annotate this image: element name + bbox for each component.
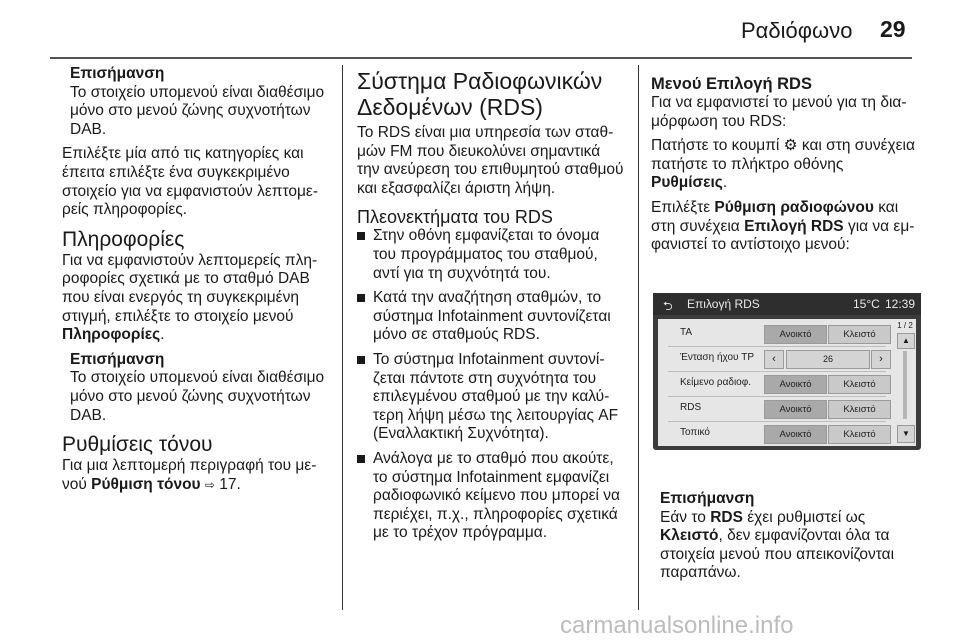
page-reference: 17.: [219, 475, 241, 493]
temperature: 15°C: [853, 297, 880, 311]
config-button-icon: ⚙: [783, 137, 798, 155]
menu-paragraph: Για να εμφανιστεί το μενού για τη διαμόρφωση του RDS:: [651, 94, 907, 130]
option-row-regional: Τοπικό Ανοικτό Κλειστό: [658, 423, 890, 444]
settings-key: Ρυθμίσεις: [651, 174, 723, 192]
clock: 12:39: [885, 297, 916, 311]
page-indicator: 1 / 2: [897, 321, 913, 330]
page-number: 29: [880, 16, 906, 42]
column-divider: [638, 65, 639, 610]
note-heading: Επισήμανση: [660, 490, 755, 507]
note-text: Το στοιχείο υπομενού είναι διαθέσιμο μόνο στο μενού ζώνης συχνοτήτων DAB.: [70, 369, 325, 424]
option-row-rds: RDS Ανοικτό Κλειστό: [658, 398, 890, 419]
note-text: Το στοιχείο υπομενού είναι διαθέσιμο μόνο στο μενού ζώνης συχνοτήτων DAB.: [70, 83, 325, 138]
paragraph: Επιλέξτε μία από τις κατηγορίες και έπειτα επιλέξτε ένα συγκεκριμένο στοιχείο για να εμφανιστούν λεπτομερείς πληροφορίες.: [62, 145, 318, 219]
section-heading-rds: Σύστημα Ραδιοφωνικών Δεδομένων (RDS): [357, 68, 603, 120]
off-button[interactable]: Κλειστό: [828, 375, 891, 394]
on-button[interactable]: Ανοικτό: [764, 400, 827, 419]
section-heading-tone: Ρυθμίσεις τόνου: [62, 433, 213, 457]
advantages-list: [357, 227, 625, 543]
scroll-track[interactable]: [903, 351, 907, 419]
tone-menu-item: Ρύθμιση τόνου: [91, 475, 201, 493]
rds-options-screen: [653, 293, 921, 450]
watermark-footer: carmanualsonline.info: [560, 612, 794, 639]
bullet-icon: [357, 356, 365, 364]
note-text: Εάν το RDS έχει ρυθμιστεί ως Κλειστό, δεν εμφανίζονται όλα τα στοιχεία μενού που απεικονίζονται παραπάνω.: [660, 508, 895, 582]
note-heading: Επισήμανση: [70, 65, 165, 82]
bullet-icon: [357, 294, 365, 302]
screen-title: Επιλογή RDS: [687, 297, 760, 311]
option-row-ta: TA Ανοικτό Κλειστό: [658, 323, 890, 344]
tone-paragraph: [62, 457, 328, 494]
note-box: [62, 65, 328, 139]
chevron-right-icon[interactable]: ›: [871, 350, 891, 369]
option-row-tp-volume: Ένταση ήχου TP ‹ 26 ›: [658, 348, 890, 369]
section-heading-advantages: Πλεονεκτήματα του RDS: [357, 207, 553, 228]
on-button[interactable]: Ανοικτό: [764, 325, 827, 344]
scroll-down-icon[interactable]: ▼: [897, 425, 915, 443]
cross-reference-icon: ⇨: [204, 477, 215, 492]
running-header-title: Ραδιόφωνο: [741, 18, 853, 43]
screen-body: [658, 319, 916, 446]
list-item: Στην οθόνη εμφανίζεται το όνομα του προγράμματος του σταθμού, αντί για τη συχνότητά του.: [357, 227, 625, 283]
press-paragraph: Πατήστε το κουμπί ⚙ και στη συνέχεια πατήστε το πλήκτρο οθόνης Ρυθμίσεις.: [651, 137, 915, 192]
info-menu-item: Πληροφορίες: [62, 326, 161, 344]
note-heading: Επισήμανση: [70, 350, 165, 368]
column-divider: [342, 65, 343, 610]
note-box: [62, 351, 328, 425]
tone-text: Για μια λεπτομερή περιγραφή του μενού: [62, 457, 317, 493]
volume-value: 26: [786, 350, 870, 369]
screen-title-bar: [653, 293, 921, 315]
rds-paragraph: Το RDS είναι μια υπηρεσία των σταθμών FM που διευκολύνει σημαντικά την ανεύρεση του επιθυμητού σταθμού και εξασφαλίζει άριστη λήψη.: [357, 124, 624, 197]
off-button[interactable]: Κλειστό: [828, 325, 891, 344]
bullet-icon: [357, 455, 365, 463]
column-3-note: [660, 490, 922, 583]
column-2: [357, 68, 625, 549]
header-rule: [50, 57, 912, 59]
column-1: [62, 65, 328, 500]
off-button[interactable]: Κλειστό: [828, 400, 891, 419]
column-3: [651, 75, 921, 261]
scroll-up-icon[interactable]: ▲: [897, 333, 915, 349]
on-button[interactable]: Ανοικτό: [764, 375, 827, 394]
list-item: Ανάλογα με το σταθμό που ακούτε, το σύστημα Infotainment εμφανίζει ραδιοφωνικό κείμενο που μπορεί να περιέχει, π.χ., πληροφορίες σχετικά με το τρέχον πρόγραμμα.: [357, 450, 625, 543]
on-button[interactable]: Ανοικτό: [764, 425, 827, 444]
info-paragraph: Για να εμφανιστούν λεπτομερείς πληροφορίες σχετικά με το σταθμό DAB που είναι ενεργός τη συγκεκριμένη στιγμή, επιλέξτε το στοιχείο μενού Πληροφορίες.: [62, 251, 318, 344]
option-row-radio-text: Κείμενο ραδιοφ. Ανοικτό Κλειστό: [658, 373, 890, 394]
select-paragraph: Επιλέξτε Ρύθμιση ραδιοφώνου και στη συνέχεια Επιλογή RDS για να εμφανιστεί το αντίστοιχο μενού:: [651, 198, 915, 254]
off-button[interactable]: Κλειστό: [828, 425, 891, 444]
chevron-left-icon[interactable]: ‹: [764, 350, 784, 369]
list-item: Κατά την αναζήτηση σταθμών, το σύστημα Infotainment συντονίζεται μόνο σε σταθμούς RDS.: [357, 289, 625, 345]
bullet-icon: [357, 232, 365, 240]
section-heading-info: Πληροφορίες: [62, 227, 185, 251]
info-text: Για να εμφανιστούν λεπτομερείς πληροφορίες σχετικά με το σταθμό DAB που είναι ενεργός τη συγκεκριμένη στιγμή, επιλέξτε το στοιχείο μενού: [62, 251, 318, 325]
scrollbar[interactable]: [896, 321, 914, 444]
list-item: Το σύστημα Infotainment συντονίζεται πάντοτε στη συχνότητα του επιλεγμένου σταθμού με την καλύτερη λήψη μέσω της λειτουργίας AF (Εναλλακτική Συχνότητα).: [357, 351, 625, 444]
back-arrow-icon[interactable]: ⮌: [663, 299, 673, 313]
section-heading-rds-menu: Μενού Επιλογή RDS: [651, 75, 812, 93]
